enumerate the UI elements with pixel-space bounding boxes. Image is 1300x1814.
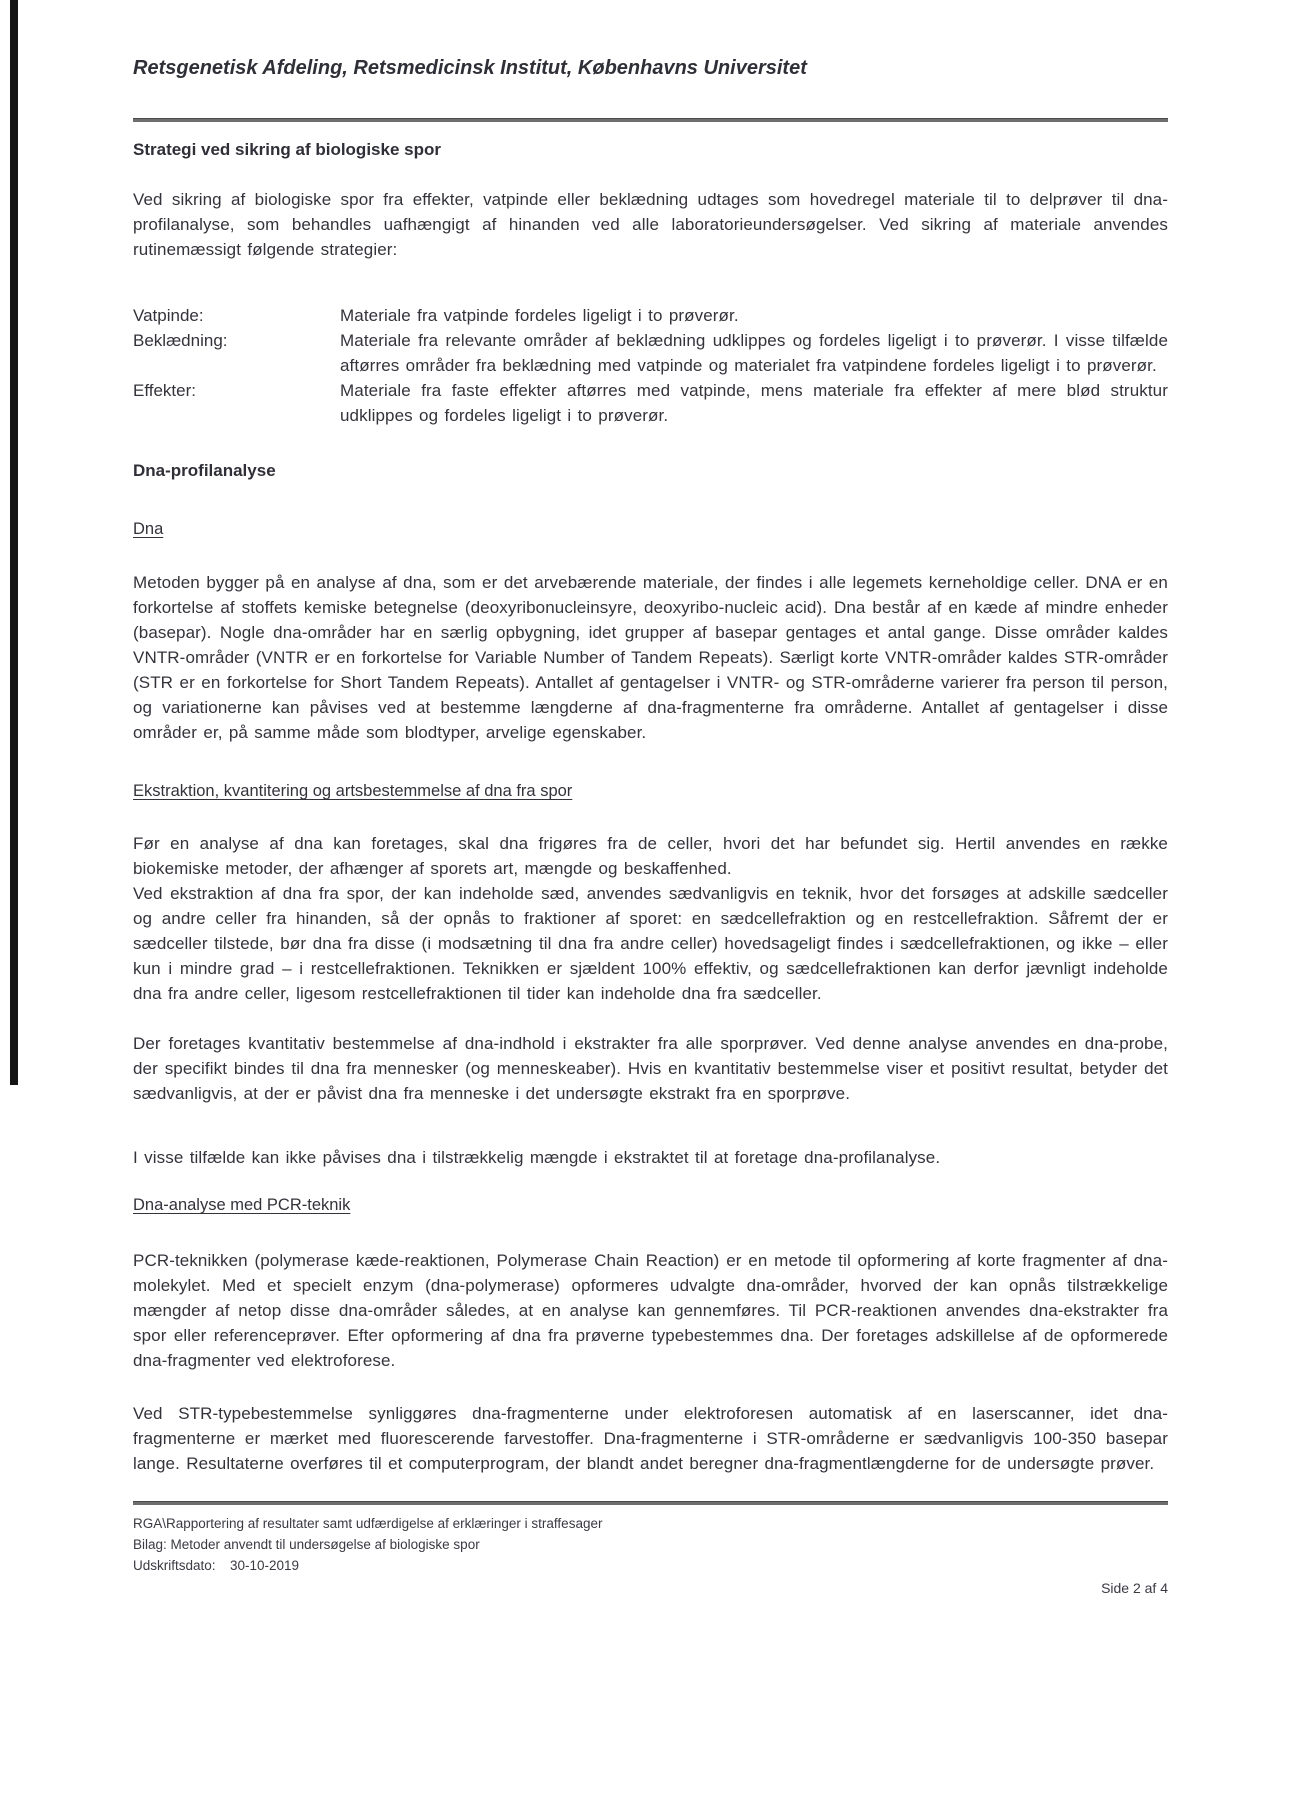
subsection-heading-dna: Dna: [133, 520, 164, 538]
header-divider: [133, 118, 1168, 122]
strategy-term: Effekter:: [133, 381, 196, 400]
subsection-heading-pcr: Dna-analyse med PCR-teknik: [133, 1196, 351, 1214]
strategy-row-effekter: [133, 378, 1168, 428]
section-heading-dna-profilanalyse: Dna-profilanalyse: [133, 461, 276, 480]
footer-divider: [133, 1501, 1168, 1505]
strategy-row-beklaedning: [133, 328, 1168, 378]
paragraph-dna-metoden: Metoden bygger på en analyse af dna, som er det arvebærende materiale, der findes i alle legemets kerneholdige celler. DNA er en forkortelse af stoffets kemiske betegnelse (deoxyribonucleinsyre, deoxyribo-nucleic acid). Dna består af en kæde af mindre enheder (basepar). Nogle dna-områder har en særlig opbygning, idet grupper af basepar gentages et antal gange. Disse områder kaldes VNTR-områder (VNTR er en forkortelse for Variable Number of Tandem Repeats). Særligt korte VNTR-områder kaldes STR-områder (STR er en forkortelse for Short Tandem Repeats). Antallet af gentagelser i VNTR- og STR-områderne varierer fra person til person, og variationerne kan påvises ved at bestemme længderne af dna-fragmenterne fra områderne. Antallet af gentagelser i disse områder er, på samme måde som blodtyper, arvelige egenskaber.: [133, 573, 1168, 742]
paragraph-str-typebestemmelse: Ved STR-typebestemmelse synliggøres dna-fragmenterne under elektroforesen automatisk af en laserscanner, idet dna-fragmenterne er mærket med fluorescerende farvestoffer. Dna-fragmenterne i STR-områderne er sædvanligvis 100-350 basepar lange. Resultaterne overføres til et computerprogram, der blandt andet beregner dna-fragmentlængderne for de undersøgte prøver.: [133, 1404, 1168, 1473]
strategy-description: Materiale fra vatpinde fordeles ligeligt i to prøverør.: [340, 306, 739, 325]
paragraph-ivisse-tilfaelde: I visse tilfælde kan ikke påvises dna i tilstrækkelig mængde i ekstraktet til at foretage dna-profilanalyse.: [133, 1148, 941, 1167]
strategy-description: Materiale fra faste effekter aftørres med vatpinde, mens materiale fra effekter af mere blød struktur udklippes og fordeles ligeligt i to prøverør.: [340, 381, 1168, 425]
paragraph-ekstraktion-1: Før en analyse af dna kan foretages, skal dna frigøres fra de celler, hvori det har befundet sig. Hertil anvendes en række biokemiske metoder, der afhænger af sporets art, mængde og beskaffenhed.: [133, 834, 1168, 878]
scan-artifact-bar: [10, 0, 18, 1085]
document-content: [133, 0, 1168, 1596]
footer: [133, 1513, 1168, 1576]
strategy-row-vatpinde: [133, 303, 1168, 328]
paragraph-kvantitativ: Der foretages kvantitativ bestemmelse af dna-indhold i ekstrakter fra alle sporprøver. Ved denne analyse anvendes en dna-probe, der specifikt bindes til dna fra mennesker (og menneskeaber). Hvis en kvantitativ bestemmelse viser et positivt resultat, betyder det sædvanligvis, at der er påvist dna fra menneske i det undersøgte ekstrakt fra en sporprøve.: [133, 1034, 1168, 1103]
footer-line-1: RGA\Rapportering af resultater samt udfærdigelse af erklæringer i straffesager: [133, 1516, 603, 1531]
footer-line-2: Bilag: Metoder anvendt til undersøgelse af biologiske spor: [133, 1537, 480, 1552]
strategy-description: Materiale fra relevante områder af beklædning udklippes og fordeles ligeligt i to prøverør. I visse tilfælde aftørres områder fra beklædning med vatpinde og materialet fra vatpindene fordeles ligeligt i to prøverør.: [340, 331, 1168, 375]
strategy-term: Vatpinde:: [133, 306, 204, 325]
page-number-indicator: Side 2 af 4: [1101, 1580, 1168, 1596]
paragraph-strategi-intro: Ved sikring af biologiske spor fra effekter, vatpinde eller beklædning udtages som hovedregel materiale til to delprøver til dna-profilanalyse, som behandles uafhængigt af hinanden ved alle laboratorieundersøgelser. Ved sikring af materiale anvendes rutinemæssigt følgende strategier:: [133, 190, 1168, 259]
paragraph-ekstraktion-2: Ved ekstraktion af dna fra spor, der kan indeholde sæd, anvendes sædvanligvis en teknik, hvor det forsøges at adskille sædceller og andre celler fra hinanden, så der opnås to fraktioner af sporet: en sædcellefraktion og en restcellefraktion. Såfremt der er sædceller tilstede, bør dna fra disse (i modsætning til dna fra andre celler) hovedsageligt findes i sædcellefraktionen, og ikke – eller kun i mindre grad – i restcellefraktionen. Teknikken er sjældent 100% effektiv, og sædcellefraktionen kan derfor jævnligt indeholde dna fra andre celler, ligesom restcellefraktionen til tider kan indeholde dna fra sædceller.: [133, 884, 1168, 1003]
footer-date-label: Udskriftsdato:: [133, 1558, 216, 1573]
subsection-heading-ekstraktion: Ekstraktion, kvantitering og artsbestemmelse af dna fra spor: [133, 782, 573, 800]
paragraph-group-ekstraktion: [133, 831, 1168, 1006]
document-header-title: Retsgenetisk Afdeling, Retsmedicinsk Institut, Københavns Universitet: [133, 57, 807, 79]
footer-line-3: [133, 1555, 1168, 1576]
paragraph-pcr-teknik: PCR-teknikken (polymerase kæde-reaktionen, Polymerase Chain Reaction) er en metode til opformering af korte fragmenter af dna-molekylet. Med et specielt enzym (dna-polymerase) opformeres udvalgte dna-områder, hvorved der kan opnås tilstrækkelige mængder af netop disse dna-områder således, at en analyse kan gennemføres. Til PCR-reaktionen anvendes dna-ekstrakter fra spor eller referenceprøver. Efter opformering af dna fra prøverne typebestemmes dna. Der foretages adskillelse af de opformerede dna-fragmenter ved elektroforese.: [133, 1251, 1168, 1370]
strategy-term: Beklædning:: [133, 331, 228, 350]
section-heading-strategi: Strategi ved sikring af biologiske spor: [133, 140, 441, 159]
footer-date-value: 30-10-2019: [230, 1558, 300, 1573]
strategy-list: [133, 303, 1168, 428]
